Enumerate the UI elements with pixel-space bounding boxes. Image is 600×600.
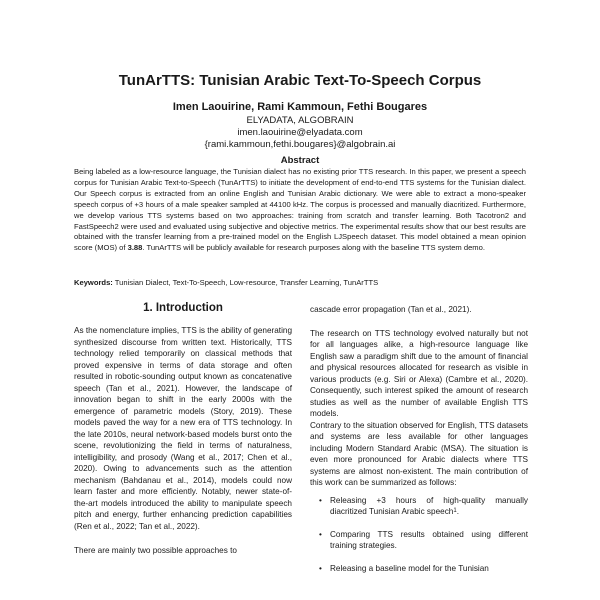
abstract-text-1: Being labeled as a low-resource language, the Tunisian dialect has no existing prior TTS research. In this paper, we present a speech corpus for Tunisian Arabic Text-to-Speech (TunArTTS) to initiate the development of end-to-end TTS systems for the Tunisian dialect. Our Speech corpus is extracted from an online English and Tunisian Arabic dictionary. We were able to extract a mono-speaker speech corpus of +3 hours of a male speaker sampled at 44100 kHz. The corpus is processed and manually diacritized. Furthermore, we develop various TTS systems based on two approaches: training from scratch and transfer learning. Both Tacotron2 and FastSpeech2 were used and evaluated using subjective and objective metrics. The experimental results show that our best results are obtained with the transfer learning from a pre-trained model on the English LJSpeech dataset. This model obtained a mean opinion score (MOS) of: [74, 167, 526, 253]
author-email-2: {rami.kammoun,fethi.bougares}@algobrain.ai: [204, 139, 396, 150]
contribution-list: [310, 495, 528, 575]
paper-title: TunArTTS: Tunisian Arabic Text-To-Speech Corpus: [118, 72, 482, 89]
abstract-heading: Abstract: [280, 155, 320, 166]
intro-paragraph-2: There are mainly two possible approaches to: [74, 546, 237, 555]
list-item: [330, 495, 528, 518]
section-heading-introduction: 1. Introduction: [143, 302, 223, 314]
author-email-1: imen.laouirine@elyadata.com: [237, 127, 363, 138]
affiliation: ELYADATA, ALGOBRAIN: [246, 115, 354, 126]
intro-paragraph-4: The research on TTS technology evolved naturally but not for all languages alike, a high-resource language like English saw a paradigm shift due to the amount of financial and physical resources allocated for research as visible in various products (e.g. Siri or Alexa) (Cambre et al., 2020). Consequently, such interest spiked the amount of research studies as well as the number of available English TTS models.: [310, 328, 528, 418]
list-item-text: Releasing +3 hours of high-quality manually diacritized Tunisian Arabic speech: [330, 495, 528, 516]
abstract-body: [74, 167, 526, 254]
left-column: [74, 325, 292, 557]
footnote-ref[interactable]: 1: [453, 508, 457, 514]
right-column: [310, 304, 528, 585]
keywords-line: [74, 278, 526, 289]
intro-paragraph-1: As the nomenclature implies, TTS is the ability of generating synthesized discourse from written text. Historically, TTS technology relied temporarily on classical methods that proved expensive in terms of data storage and often resulted in robotic-sounding output known as concatenative speech (Tan et al., 2021). However, the landscape of innovation began to shift in the early 2000s with the emergence of parametric models (Story, 2019). These models paved the way for a new era of TTS technology. In the late 2010s, neural network-based models burst onto the scene, revolutionizing the field in terms of naturalness, intelligibility, and prosody (Wang et al., 2017; Chen et al., 2020). Owing to advancements such as the attention mechanism (Bahdanau et al., 2014), models could now learn faster and more efficiently. Notably, newer state-of-the-art models introduced the ability to manipulate speech pitch and energy, further enhancing prediction capabilities (Ren et al., 2022; Tan et al., 2022).: [74, 326, 292, 531]
list-item: • Releasing a baseline model for the Tunisian: [330, 563, 528, 575]
keywords-list: Tunisian Dialect, Text-To-Speech, Low-resource, Transfer Learning, TunArTTS: [112, 278, 379, 287]
list-item: • Comparing TTS results obtained using different training strategies.: [330, 529, 528, 552]
keywords-label: Keywords:: [74, 278, 113, 287]
mos-score: 3.88: [127, 243, 143, 253]
intro-paragraph-5: Contrary to the situation observed for English, TTS datasets and systems are less available for other languages including Modern Standard Arabic (MSA). The situation is even more pronounced for Arabic dialects where TTS systems are almost non-existent. The main contribution of this work can be summarized as follows:: [310, 420, 528, 487]
abstract-text-2: . TunArTTS will be publicly available for research purposes along with the baseline TTS system demo.: [142, 243, 485, 253]
list-item-end: .: [456, 507, 459, 516]
intro-paragraph-3: cascade error propagation (Tan et al., 2021).: [310, 305, 472, 314]
author-list: Imen Laouirine, Rami Kammoun, Fethi Bougares: [172, 101, 428, 113]
